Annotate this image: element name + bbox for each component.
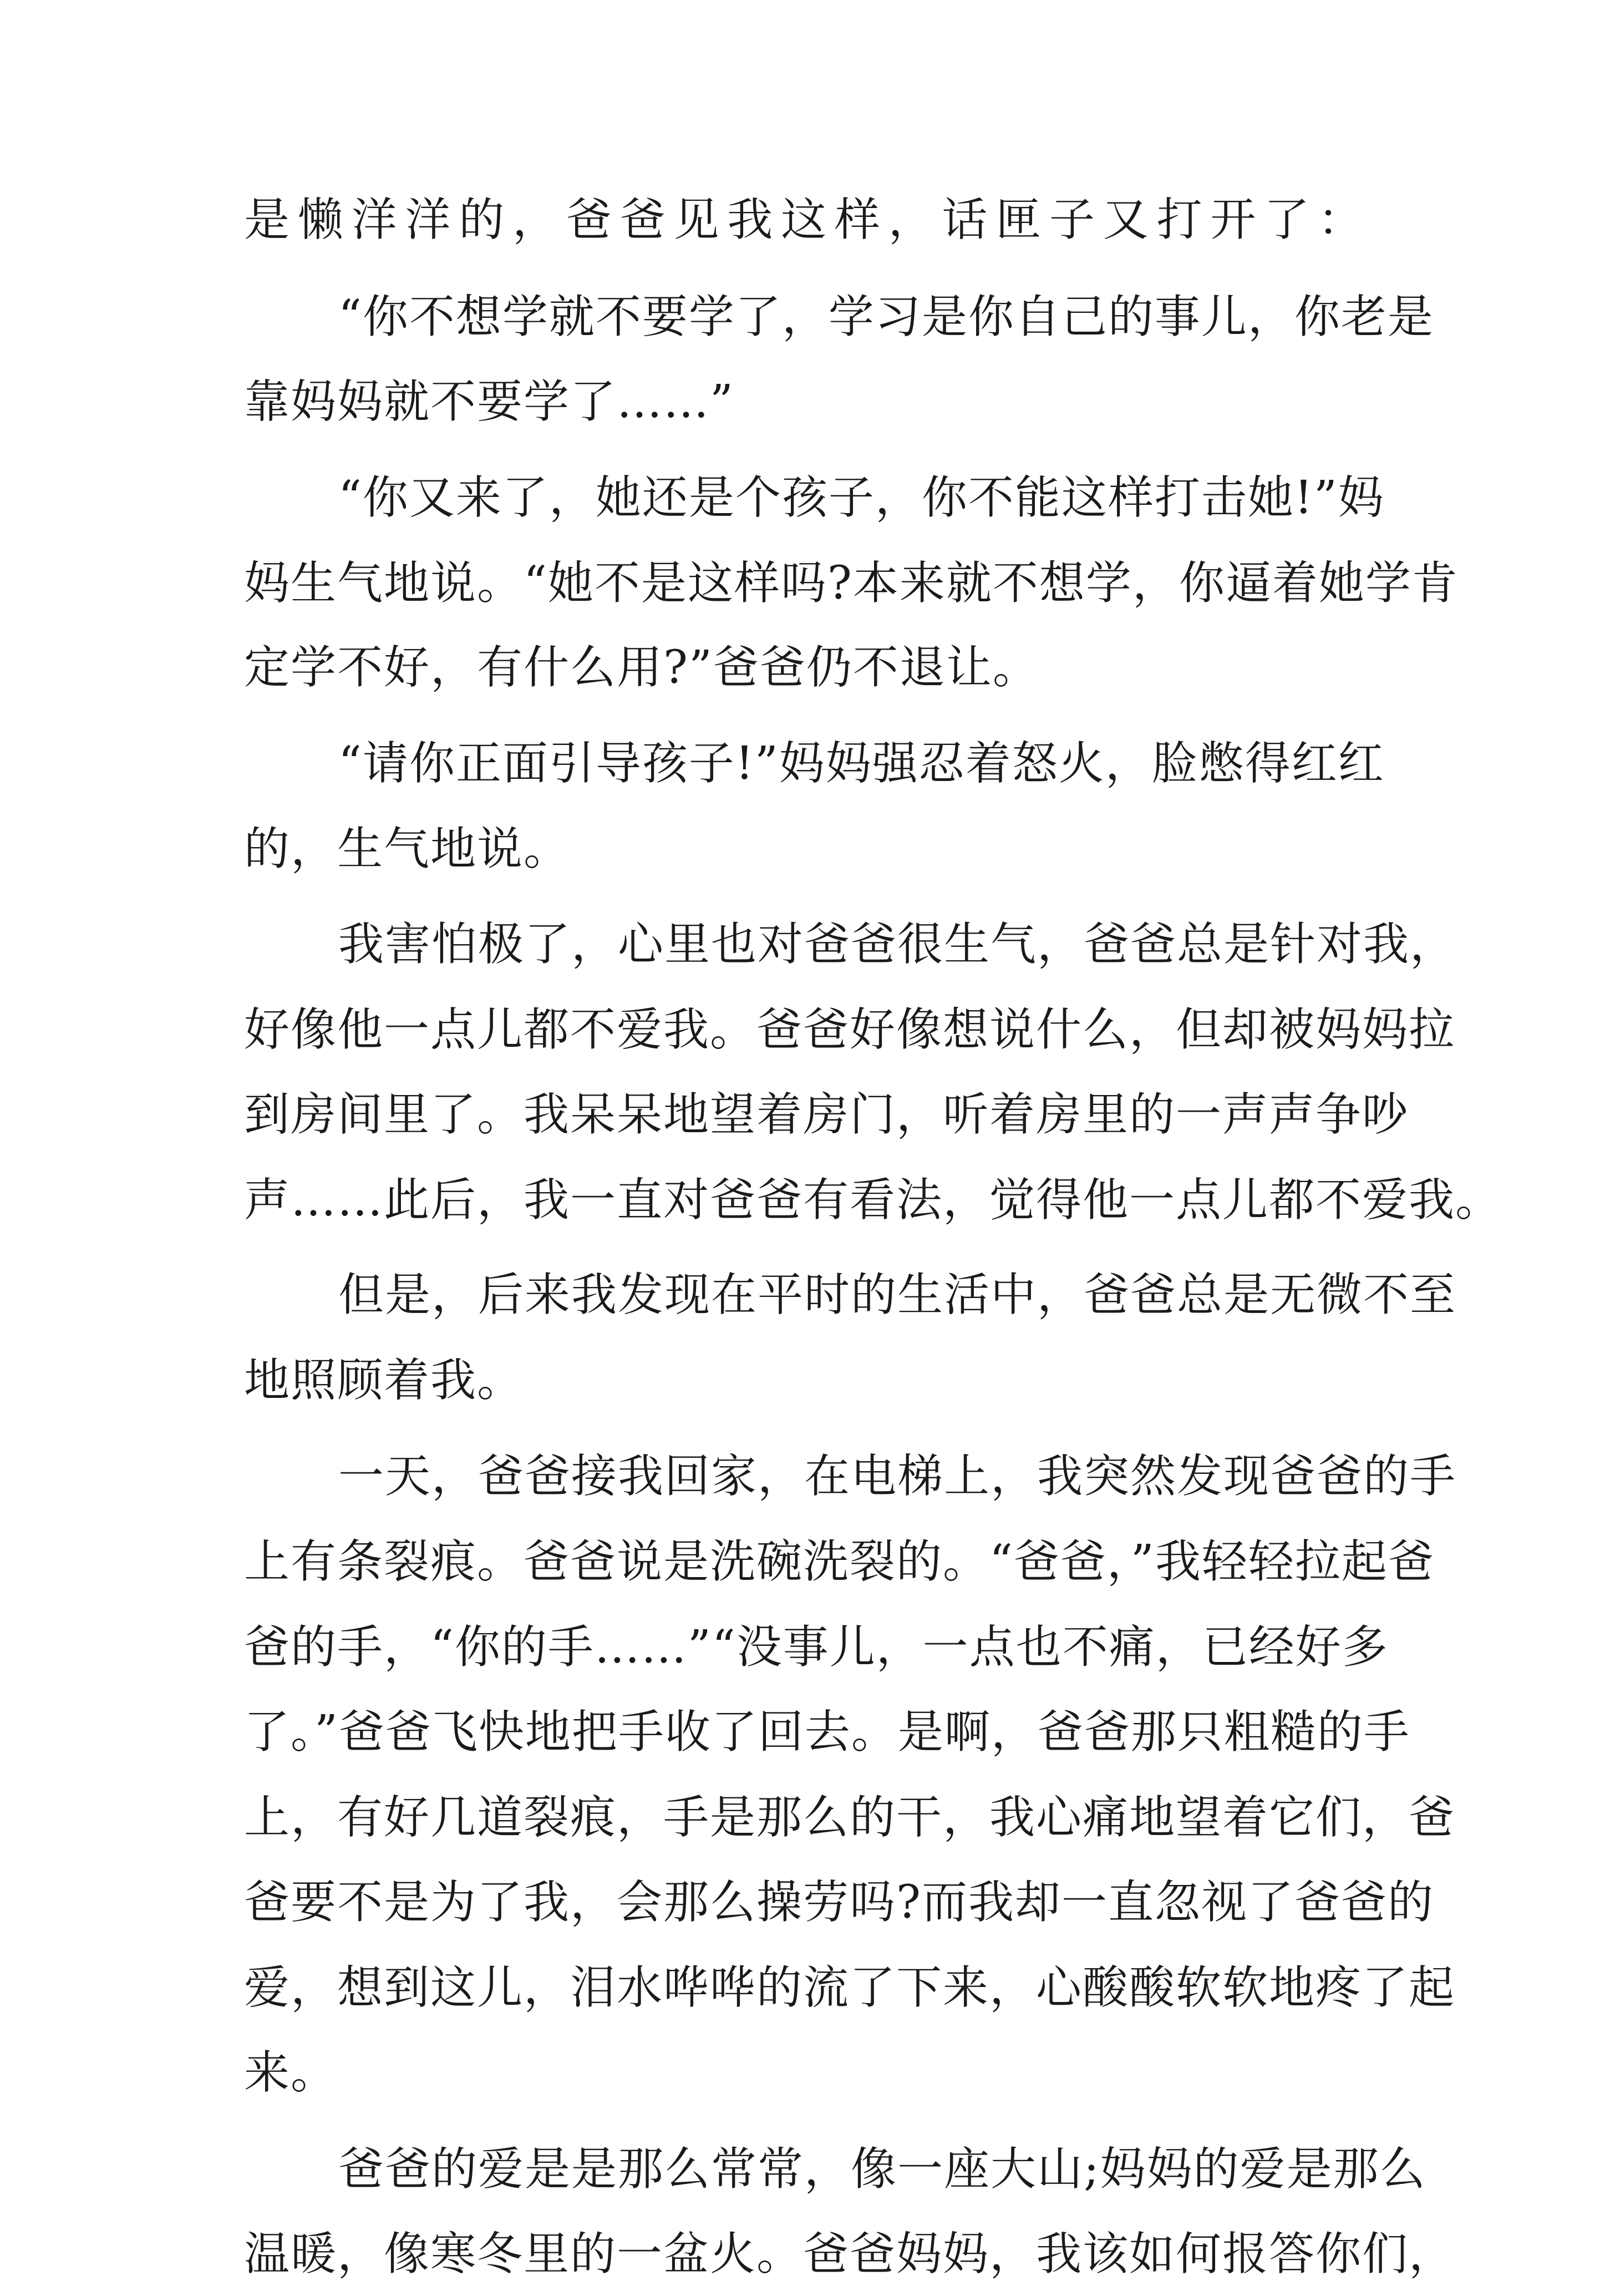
text-line: 了。”爸爸飞快地把手收了回去。是啊，爸爸那只粗糙的手 (244, 1706, 1410, 1758)
text-line: 我害怕极了，心里也对爸爸很生气，爸爸总是针对我， (338, 918, 1457, 971)
text-line: 爸的手，“你的手……”“没事儿，一点也不痛，已经好多 (244, 1621, 1389, 1674)
text-line: 地照顾着我。 (244, 1354, 524, 1407)
text-line: 爸要不是为了我，会那么操劳吗?而我却一直忽视了爸爸的 (244, 1876, 1434, 1929)
text-line: 到房间里了。我呆呆地望着房门，听着房里的一声声争吵 (244, 1088, 1409, 1141)
text-line: “你又来了，她还是个孩子，你不能这样打击她!”妈 (338, 472, 1385, 524)
text-line: “你不想学就不要学了，学习是你自己的事儿，你老是 (338, 291, 1434, 343)
text-line: 妈生气地说。“她不是这样吗?本来就不想学，你逼着她学肯 (244, 557, 1459, 610)
text-line: 温暖，像寒冬里的一盆火。爸爸妈妈，我该如何报答你们， (244, 2228, 1456, 2280)
text-line: 爱，想到这儿，泪水哗哗的流了下来，心酸酸软软地疼了起 (244, 1962, 1456, 2014)
text-line: 来。 (244, 2046, 338, 2099)
text-line: 一天，爸爸接我回家，在电梯上，我突然发现爸爸的手 (338, 1450, 1457, 1503)
text-line: 靠妈妈就不要学了……” (244, 376, 734, 428)
text-line: “请你正面引导孩子!”妈妈强忍着怒火，脸憋得红红 (338, 737, 1385, 790)
text-line: 声……此后，我一直对爸爸有看法，觉得他一点儿都不爱我。 (244, 1174, 1502, 1226)
text-line: 好像他一点儿都不爱我。爸爸好像想说什么，但却被妈妈拉 (244, 1003, 1456, 1056)
text-line: 定学不好，有什么用?”爸爸仍不退让。 (244, 641, 1039, 694)
text-line: 上有条裂痕。爸爸说是洗碗洗裂的。“爸爸，”我轻轻拉起爸 (244, 1535, 1435, 1588)
text-line: 的，生气地说。 (244, 823, 571, 875)
text-line: 但是，后来我发现在平时的生活中，爸爸总是无微不至 (338, 1269, 1457, 1321)
text-line: 上，有好几道裂痕，手是那么的干，我心痛地望着它们，爸 (244, 1791, 1456, 1844)
text-line: 是懒洋洋的，爸爸见我这样，话匣子又打开了： (244, 194, 1364, 246)
text-line: 爸爸的爱是是那么常常，像一座大山;妈妈的爱是那么 (338, 2143, 1426, 2196)
